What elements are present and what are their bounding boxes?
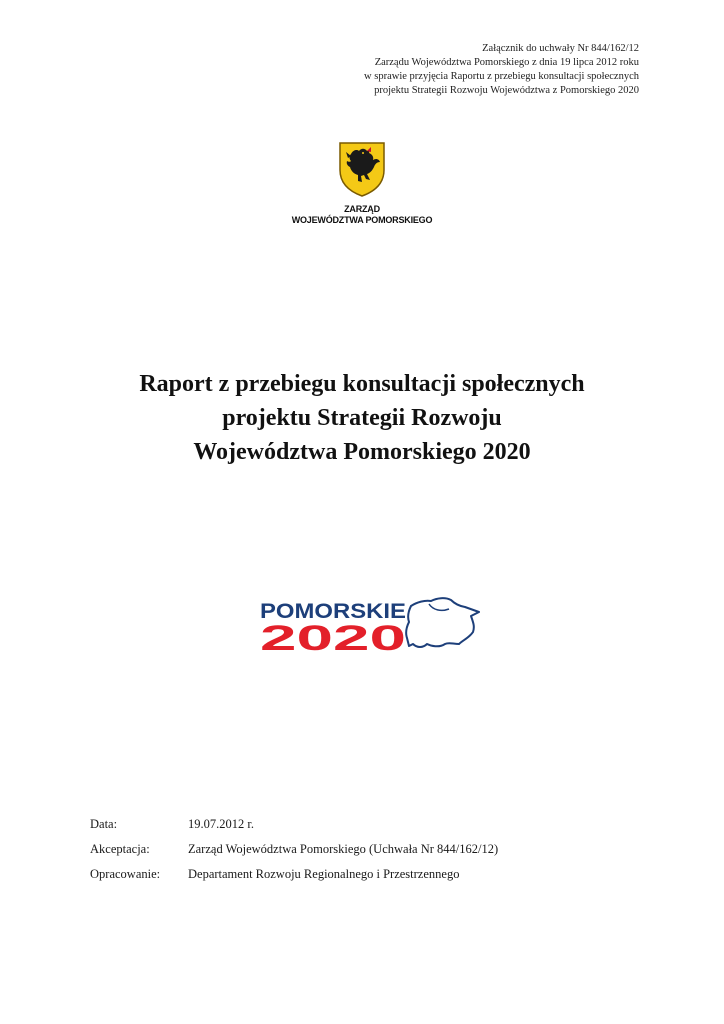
attachment-line-2: Zarządu Województwa Pomorskiego z dnia 19 lipca 2012 roku [374,57,639,68]
attachment-line-4: projektu Strategii Rozwoju Województwa z Pomorskiego 2020 [374,85,639,96]
meta-row-date [90,812,498,837]
title-line-3: Województwa Pomorskiego 2020 [193,439,531,465]
griffin-coat-of-arms-icon [337,140,387,198]
meta-row-acceptance [90,837,498,862]
logo-word: POMORSKIE [260,600,406,623]
document-title [0,367,724,469]
title-line-1: Raport z przebiegu konsultacji społecznych [139,371,585,397]
attachment-note [364,42,639,98]
document-meta [90,812,498,887]
prepared-label: Opracowanie: [90,867,161,881]
pomorskie-region-outline-icon [406,598,479,647]
board-logo [0,140,724,226]
acceptance-value: Zarząd Województwa Pomorskiego (Uchwała Nr 844/162/12) [188,842,499,856]
date-value: 19.07.2012 r. [188,817,254,831]
date-label: Data: [90,817,118,831]
meta-row-prepared [90,862,498,887]
acceptance-label: Akceptacja: [90,842,150,856]
attachment-line-1: Załącznik do uchwały Nr 844/162/12 [482,43,639,54]
logo-year: 2020 [260,619,406,656]
attachment-line-3: w sprawie przyjęcia Raportu z przebiegu konsultacji społecznych [364,71,639,82]
pomorskie-2020-logo [259,592,485,656]
prepared-value: Departament Rozwoju Regionalnego i Przestrzennego [188,867,460,881]
board-name-line-2: WOJEWÓDZTWA POMORSKIEGO [291,215,433,225]
board-name [0,204,724,226]
title-line-2: projektu Strategii Rozwoju [222,405,502,431]
board-name-line-1: ZARZĄD [344,204,380,214]
